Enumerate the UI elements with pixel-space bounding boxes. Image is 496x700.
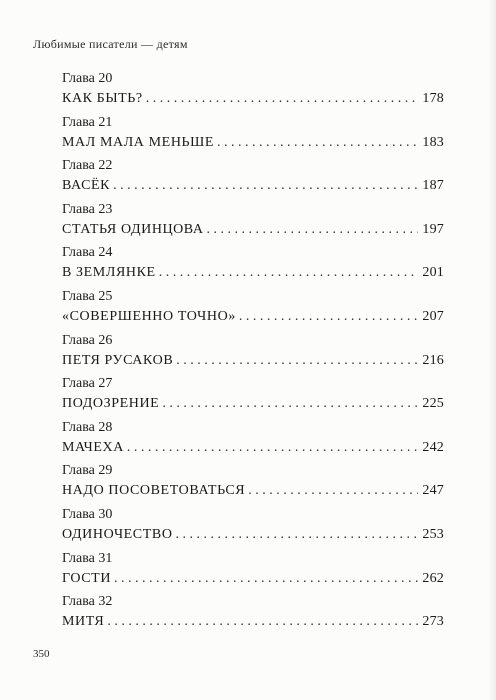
toc-entry-chapter-20 [62, 70, 444, 114]
page-number: 247 [422, 483, 444, 499]
toc-title-row [62, 524, 444, 546]
page-number: 262 [422, 570, 444, 586]
page-number: 187 [422, 178, 444, 194]
chapter-title: МАЛ МАЛА МЕНЬШЕ [62, 134, 215, 150]
dot-leader [146, 88, 419, 110]
dot-leader [248, 480, 418, 502]
toc-entry-chapter-22 [62, 157, 444, 201]
dot-leader [162, 393, 418, 415]
chapter-label: Глава 30 [62, 506, 113, 522]
chapter-title: СТАТЬЯ ОДИНЦОВА [62, 221, 204, 237]
toc-title-row [62, 175, 444, 197]
toc-title-row [62, 88, 444, 110]
chapter-label: Глава 25 [62, 288, 113, 304]
chapter-label: Глава 27 [62, 376, 113, 392]
chapter-title: ВАСЁК [62, 178, 111, 194]
chapter-label: Глава 28 [62, 419, 113, 435]
chapter-title: КАК БЫТЬ? [62, 91, 143, 106]
page-number: 207 [422, 308, 444, 324]
toc-entry-chapter-29 [62, 462, 444, 506]
running-head: Любимые писатели — детям [33, 37, 188, 51]
chapter-label: Глава 22 [62, 158, 113, 174]
toc-entry-chapter-26 [62, 332, 444, 376]
dot-leader [207, 219, 419, 241]
dot-leader [127, 437, 418, 459]
dot-leader [159, 262, 419, 284]
chapter-title: МАЧЕХА [62, 439, 124, 455]
chapter-title: ГОСТИ [62, 570, 112, 586]
page-number: 253 [422, 526, 444, 542]
chapter-label: Глава 26 [62, 332, 113, 348]
chapter-title: ПЕТЯ РУСАКОВ [62, 352, 174, 368]
dot-leader [217, 132, 418, 154]
chapter-title: В ЗЕМЛЯНКЕ [62, 265, 156, 281]
toc-entry-chapter-28 [62, 419, 444, 463]
page-number: 242 [422, 439, 444, 455]
table-of-contents [62, 70, 444, 637]
page-number: 201 [422, 265, 444, 281]
page-number: 225 [422, 396, 444, 412]
toc-title-row [62, 393, 444, 415]
toc-entry-chapter-21 [62, 114, 444, 158]
toc-title-row [62, 306, 444, 328]
toc-entry-chapter-32 [62, 593, 444, 637]
page-folio-number: 350 [33, 648, 50, 660]
toc-entry-chapter-25 [62, 288, 444, 332]
toc-entry-chapter-23 [62, 201, 444, 245]
chapter-label: Глава 32 [62, 594, 113, 610]
toc-title-row [62, 262, 444, 284]
page-number: 183 [422, 134, 444, 150]
chapter-title: ОДИНОЧЕСТВО [62, 526, 173, 542]
toc-entry-chapter-24 [62, 244, 444, 288]
dot-leader [239, 306, 419, 328]
chapter-title: МИТЯ [62, 614, 105, 630]
page-number: 178 [422, 91, 444, 106]
page-number: 216 [422, 352, 444, 368]
toc-title-row [62, 132, 444, 154]
toc-title-row [62, 219, 444, 241]
chapter-label: Глава 24 [62, 245, 113, 261]
chapter-title: «СОВЕРШЕННО ТОЧНО» [62, 308, 236, 324]
toc-title-row [62, 437, 444, 459]
toc-title-row [62, 480, 444, 502]
page-number: 197 [422, 221, 444, 237]
toc-entry-chapter-31 [62, 550, 444, 594]
chapter-label: Глава 23 [62, 201, 113, 217]
dot-leader [107, 611, 418, 633]
toc-title-row [62, 568, 444, 590]
chapter-label: Глава 29 [62, 463, 113, 479]
chapter-title: НАДО ПОСОВЕТОВАТЬСЯ [62, 483, 246, 499]
dot-leader [113, 175, 418, 197]
page-number: 273 [422, 614, 444, 630]
dot-leader [176, 524, 419, 546]
chapter-label: Глава 31 [62, 550, 113, 566]
chapter-title: ПОДОЗРЕНИЕ [62, 396, 160, 412]
page-edge-shadow [488, 0, 496, 700]
chapter-label: Глава 21 [62, 114, 113, 130]
toc-entry-chapter-27 [62, 375, 444, 419]
toc-title-row [62, 611, 444, 633]
dot-leader [114, 568, 418, 590]
toc-entry-chapter-30 [62, 506, 444, 550]
toc-title-row [62, 350, 444, 372]
chapter-label: Глава 20 [62, 71, 113, 86]
dot-leader [176, 350, 418, 372]
